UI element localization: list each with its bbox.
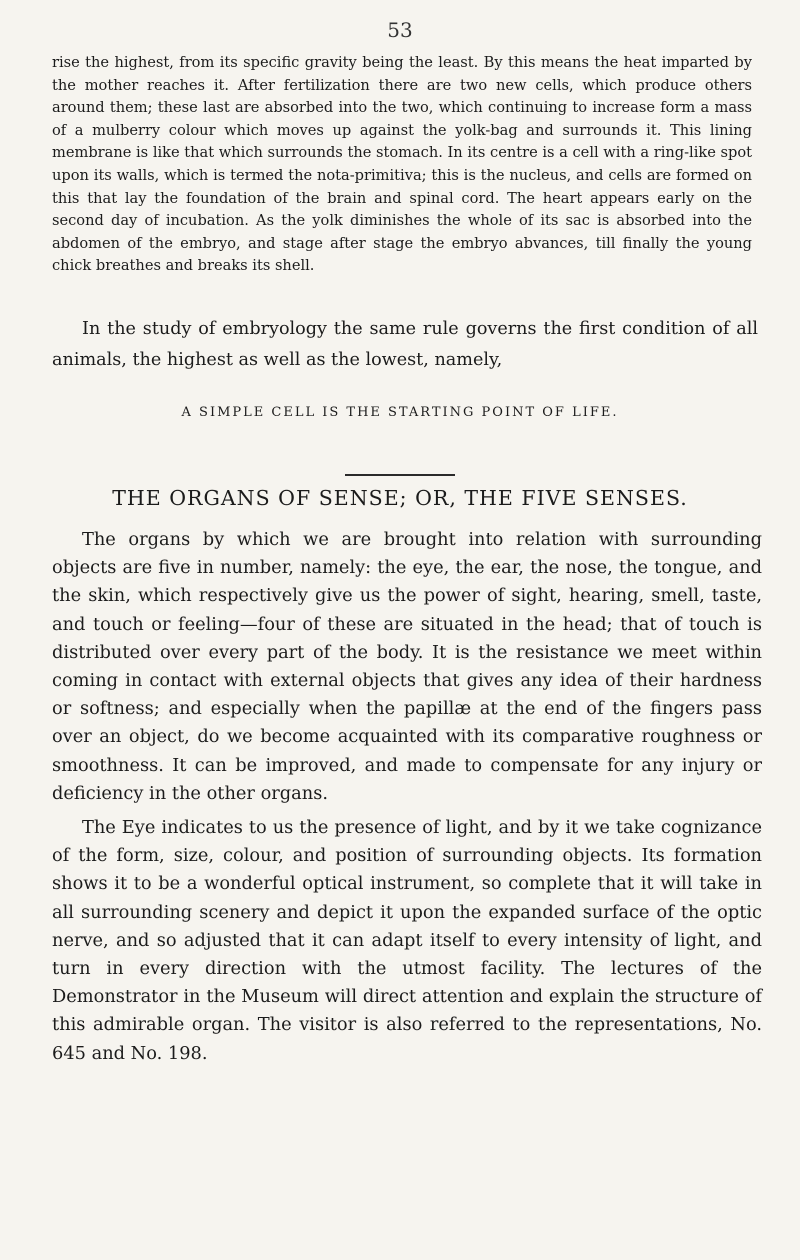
section-title: THE ORGANS OF SENSE; OR, THE FIVE SENSES.: [112, 486, 688, 510]
embryology-paragraph: In the study of embryology the same rule governs the first condition of all animals, the highest as well as the lowest, namely,: [52, 319, 758, 370]
starting-point-statement: A SIMPLE CELL IS THE STARTING POINT OF LIFE.: [181, 405, 619, 420]
eye-paragraph: The Eye indicates to us the presence of light, and by it we take cognizance of the form, size, colour, and position of surrounding objects. Its formation shows it to be a wonderful optical instrument, so complete that it will take in all surrounding scenery and depict it upon the expanded surface of the optic nerve, and so adjusted that it can adapt itself to every intensity of light, and turn in every direction with the utmost facility. The lectures of the Demonstrator in the Museum will direct attention and explain the structure of this admirable organ. The visitor is also referred to the representations, No. 645 and No. 198.: [52, 817, 762, 1064]
page-number: 53: [387, 18, 413, 42]
section-divider: [345, 474, 455, 476]
embryology-section: [52, 314, 758, 375]
senses-section: [52, 526, 762, 1074]
organs-paragraph: The organs by which we are brought into relation with surrounding objects are five in number, namely: the eye, the ear, the nose, the tongue, and the skin, which respectively give us the power of sight, hearing, smell, taste, and touch or feeling—four of these are situated in the head; that of touch is distributed over every part of the body. It is the resistance we meet within coming in contact with external objects that gives any idea of their hardness or softness; and especially when the papillæ at the end of the fingers pass over an object, do we become acquainted with its comparative roughness or smoothness. It can be improved, and made to compensate for any injury or deficiency in the other organs.: [52, 529, 762, 804]
intro-paragraph: rise the highest, from its specific gravity being the least. By this means the heat imparted by the mother reaches it. After fertilization there are two new cells, which produce others around them; these last are absorbed into the two, which continuing to increase form a mass of a mulberry colour which moves up against the yolk-bag and surrounds it. This lining membrane is like that which surrounds the stomach. In its centre is a cell with a ring-like spot upon its walls, which is termed the nota-primitiva; this is the nucleus, and cells are formed on this that lay the foundation of the brain and spinal cord. The heart appears early on the second day of incubation. As the yolk diminishes the whole of its sac is absorbed into the abdomen of the embryo, and stage after stage the embryo abvances, till finally the young chick breathes and breaks its shell.: [52, 54, 752, 275]
intro-section: [52, 52, 752, 278]
